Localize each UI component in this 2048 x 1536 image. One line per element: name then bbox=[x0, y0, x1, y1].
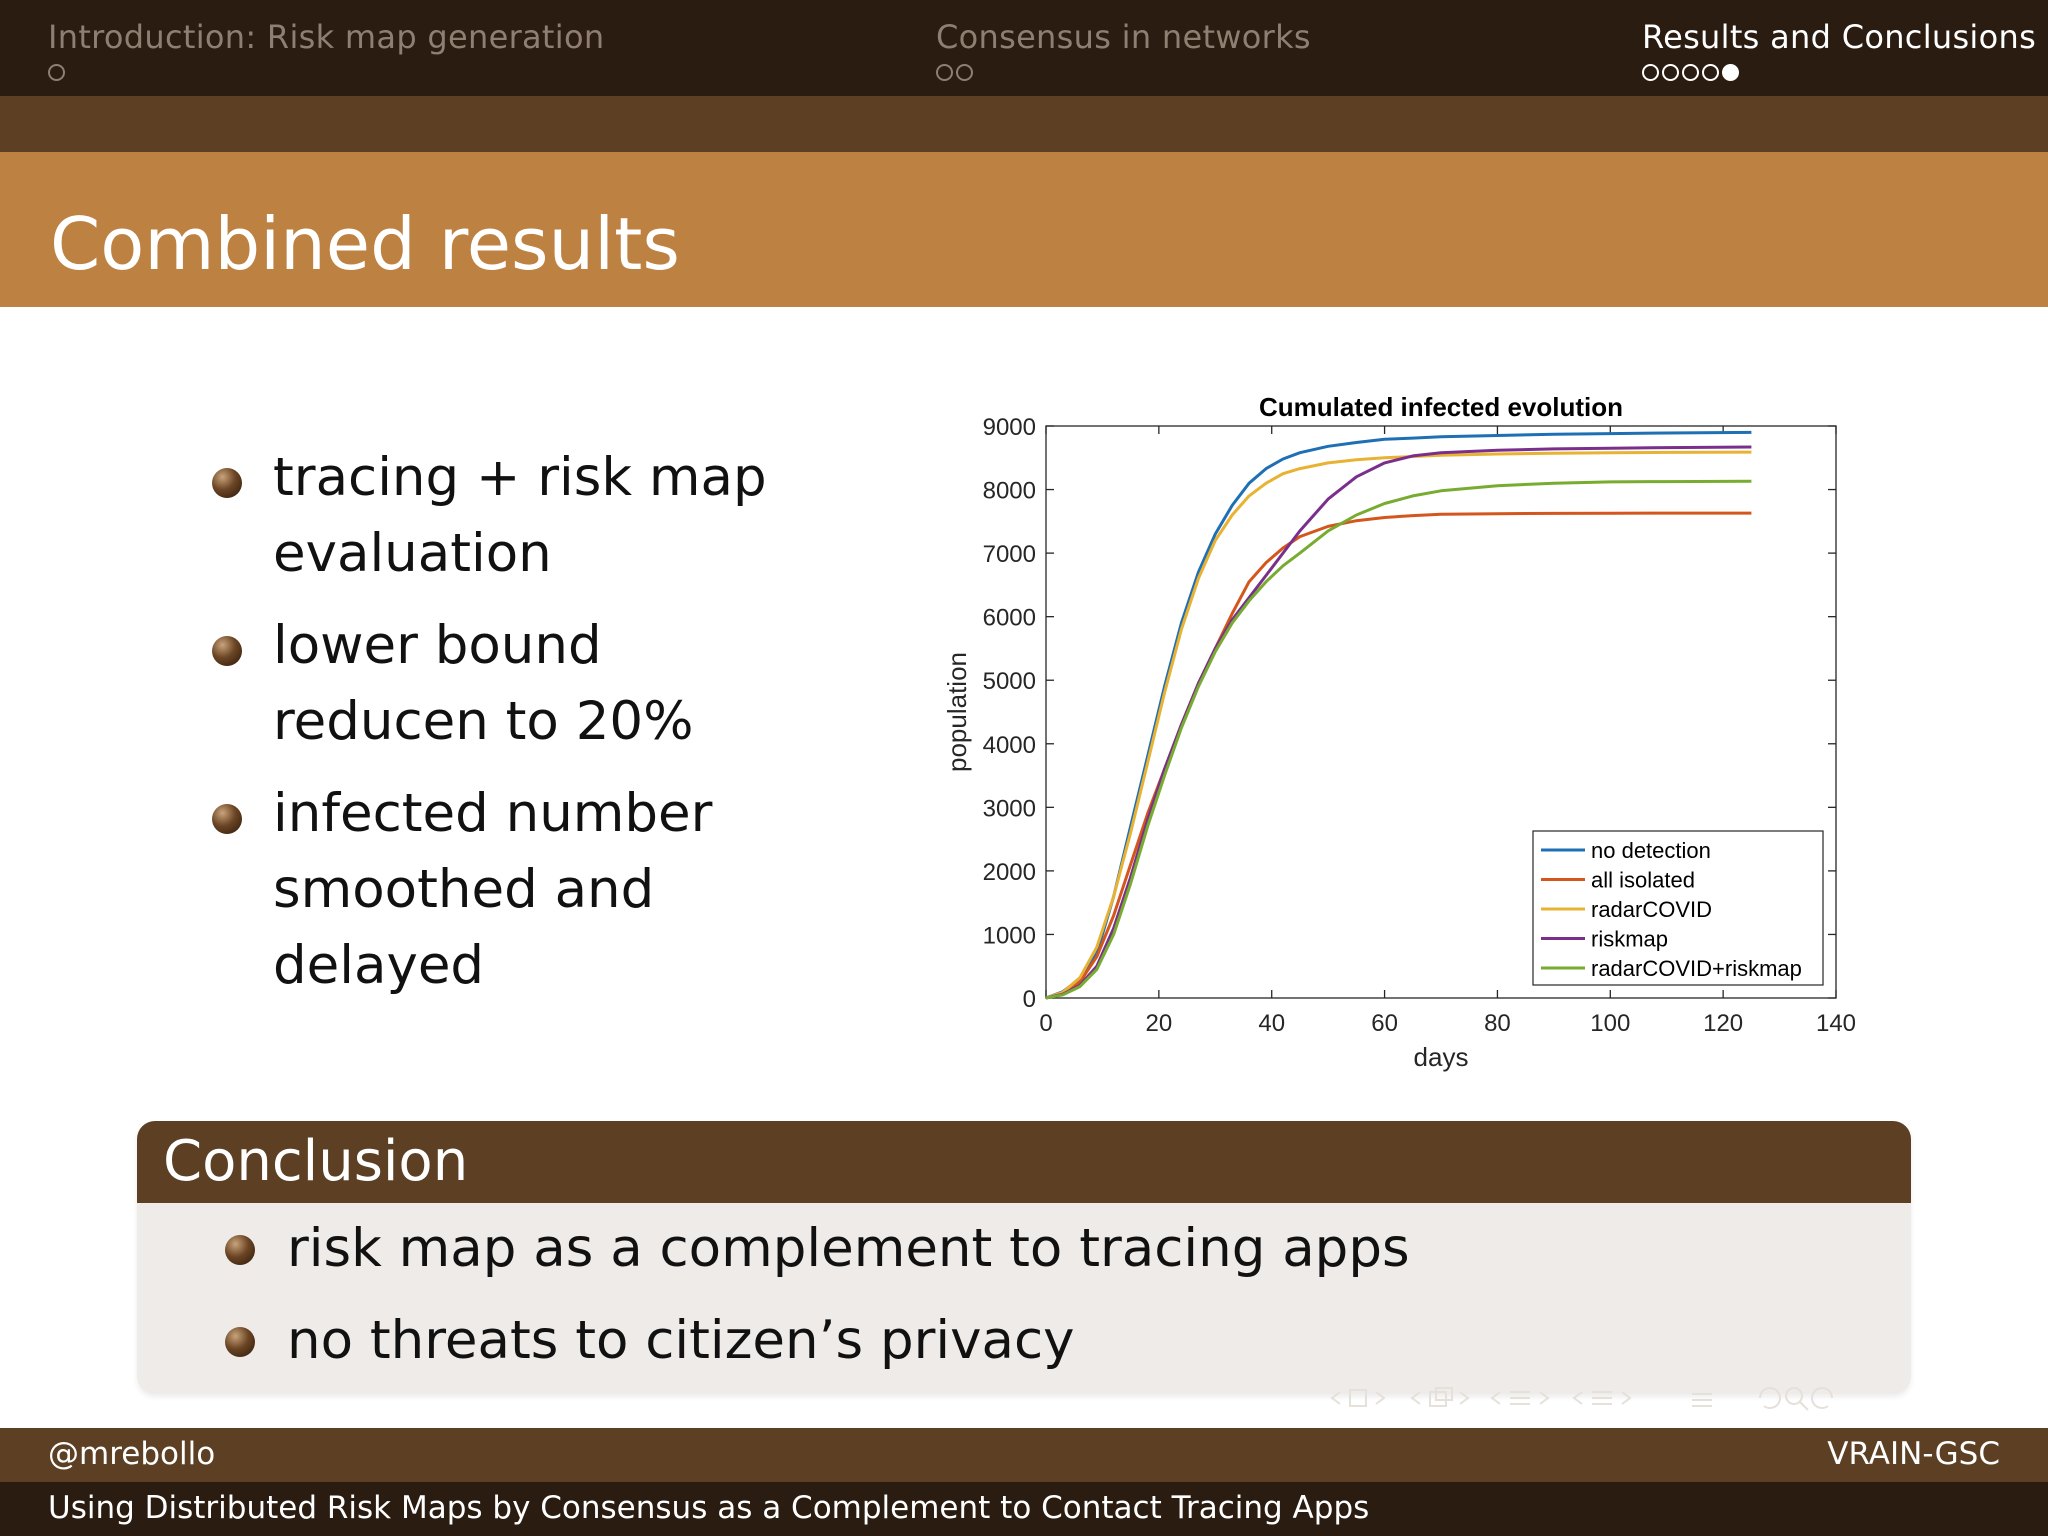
section-navigation-bar bbox=[0, 0, 2048, 96]
frame-title-band bbox=[0, 152, 2048, 307]
bullet-text: lower bound reducen to 20% bbox=[273, 615, 694, 752]
conclusion-block-header bbox=[137, 1121, 1911, 1203]
bullet-ball-icon bbox=[212, 636, 242, 666]
conclusion-item-text: risk map as a complement to tracing apps bbox=[287, 1218, 1410, 1279]
frame-nav-icon[interactable] bbox=[1332, 1390, 1384, 1406]
bullet-ball-icon bbox=[212, 468, 242, 498]
bullet-item bbox=[210, 608, 830, 760]
conclusion-list bbox=[223, 1215, 1410, 1394]
y-tick-label: 3000 bbox=[982, 795, 1036, 823]
conclusion-item bbox=[223, 1307, 1410, 1394]
nav-section-dots bbox=[1642, 64, 2036, 81]
undo-icon[interactable] bbox=[1760, 1388, 1780, 1408]
conclusion-block-title: Conclusion bbox=[163, 1129, 469, 1194]
chart-title: Cumulated infected evolution bbox=[1258, 392, 1624, 422]
y-tick-label: 7000 bbox=[982, 541, 1036, 569]
footer-talk-title: Using Distributed Risk Maps by Consensus as a Complement to Contact Tracing Apps bbox=[48, 1490, 1370, 1526]
chart-svg bbox=[930, 380, 1890, 1080]
nav-frame-dot[interactable] bbox=[936, 64, 953, 81]
frame-title: Combined results bbox=[50, 202, 680, 286]
nav-frame-dot[interactable] bbox=[1682, 64, 1699, 81]
y-axis-label: population bbox=[942, 652, 972, 772]
bullet-item bbox=[210, 440, 830, 592]
presentation-nav-icon[interactable] bbox=[1574, 1392, 1630, 1404]
x-tick-label: 140 bbox=[1815, 1010, 1857, 1037]
redo-icon[interactable] bbox=[1812, 1388, 1832, 1408]
y-tick-label: 4000 bbox=[982, 731, 1036, 759]
x-tick-label: 40 bbox=[1258, 1010, 1286, 1037]
nav-section-title[interactable]: Introduction: Risk map generation bbox=[48, 18, 605, 56]
subsection-bar bbox=[0, 96, 2048, 152]
x-tick-label: 120 bbox=[1703, 1010, 1744, 1037]
conclusion-block bbox=[137, 1121, 1911, 1394]
nav-frame-dot[interactable] bbox=[1722, 64, 1739, 81]
legend-entry: riskmap bbox=[1591, 926, 1669, 952]
x-tick-label: 0 bbox=[1039, 1010, 1053, 1037]
footer-author-bar bbox=[0, 1428, 2048, 1482]
x-axis-label: days bbox=[1413, 1042, 1469, 1072]
cumulated-infected-chart bbox=[930, 380, 1890, 1080]
x-tick-label: 20 bbox=[1145, 1010, 1173, 1037]
y-tick-label: 5000 bbox=[982, 668, 1036, 696]
legend-entry: radarCOVID+riskmap bbox=[1591, 956, 1802, 981]
legend-entry: all isolated bbox=[1591, 867, 1695, 893]
footer-title-bar bbox=[0, 1482, 2048, 1536]
footer-author: @mrebollo bbox=[48, 1436, 216, 1472]
legend-entry: no detection bbox=[1591, 838, 1711, 863]
nav-section-results[interactable] bbox=[1642, 18, 2036, 81]
nav-section-title[interactable]: Results and Conclusions bbox=[1642, 18, 2037, 56]
legend-entry: radarCOVID bbox=[1591, 897, 1713, 922]
y-tick-label: 0 bbox=[1022, 986, 1036, 1013]
nav-frame-dot[interactable] bbox=[1642, 64, 1659, 81]
section-nav-icon[interactable] bbox=[1492, 1392, 1548, 1404]
bullet-text: tracing + risk map evaluation bbox=[273, 447, 767, 584]
footer-institute: VRAIN-GSC bbox=[1827, 1436, 2000, 1472]
nav-frame-dot[interactable] bbox=[48, 64, 65, 81]
y-tick-label: 2000 bbox=[982, 858, 1036, 886]
nav-section-introduction[interactable] bbox=[48, 18, 604, 81]
y-tick-label: 9000 bbox=[982, 414, 1036, 441]
nav-frame-dot[interactable] bbox=[956, 64, 973, 81]
x-tick-label: 60 bbox=[1371, 1010, 1398, 1037]
bullet-text: infected number smoothed and delayed bbox=[273, 783, 713, 996]
conclusion-item-text: no threats to citizen’s privacy bbox=[287, 1310, 1075, 1371]
nav-frame-dot[interactable] bbox=[1662, 64, 1679, 81]
nav-section-dots bbox=[48, 64, 604, 81]
x-tick-label: 100 bbox=[1590, 1010, 1631, 1037]
y-tick-label: 8000 bbox=[982, 477, 1036, 505]
nav-frame-dot[interactable] bbox=[1702, 64, 1719, 81]
nav-section-title[interactable]: Consensus in networks bbox=[936, 18, 1311, 56]
nav-section-consensus[interactable] bbox=[936, 18, 1311, 81]
x-tick-label: 80 bbox=[1484, 1010, 1511, 1037]
bullet-list bbox=[210, 440, 830, 1020]
appendix-nav-icon[interactable] bbox=[1692, 1394, 1712, 1406]
y-tick-label: 1000 bbox=[982, 922, 1036, 950]
bullet-ball-icon bbox=[225, 1235, 255, 1265]
y-tick-label: 6000 bbox=[982, 604, 1036, 632]
beamer-navigation-symbols bbox=[1320, 1378, 2040, 1418]
search-icon[interactable] bbox=[1786, 1388, 1808, 1410]
bullet-ball-icon bbox=[212, 804, 242, 834]
bullet-item bbox=[210, 776, 830, 1004]
nav-section-dots bbox=[936, 64, 1311, 81]
conclusion-item bbox=[223, 1215, 1410, 1307]
bullet-ball-icon bbox=[225, 1327, 255, 1357]
subsection-nav-icon[interactable] bbox=[1412, 1388, 1468, 1406]
